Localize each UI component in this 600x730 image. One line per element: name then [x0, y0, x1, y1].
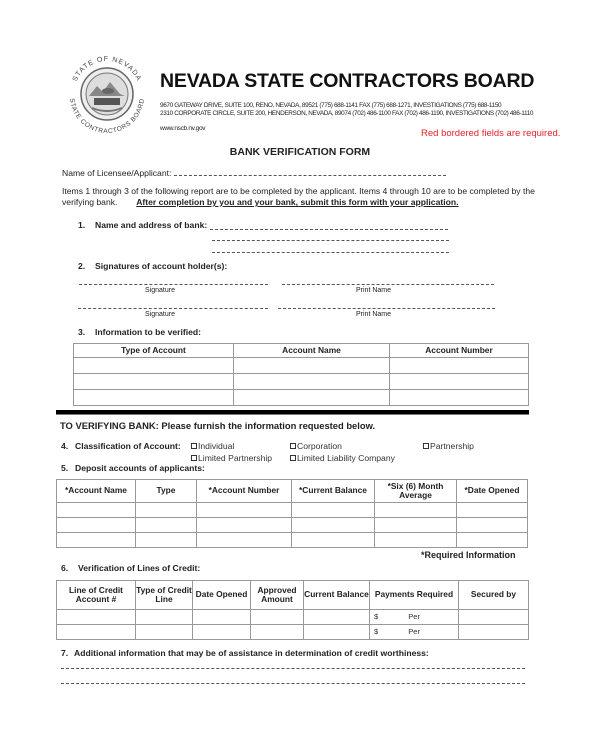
- section-6-label: Verification of Lines of Credit:: [78, 563, 201, 573]
- print-name-input-1[interactable]: [282, 284, 494, 285]
- nevada-state-seal-logo: [62, 46, 152, 142]
- account-number-cell[interactable]: [390, 390, 529, 406]
- current-balance-cell[interactable]: [292, 533, 375, 548]
- approved-amount-cell[interactable]: [251, 610, 304, 625]
- required-information-footnote: *Required Information: [421, 550, 516, 560]
- additional-info-input-1[interactable]: [61, 668, 525, 669]
- account-name-cell[interactable]: [234, 390, 390, 406]
- instructions-line-1: Items 1 through 3 of the following report are to be completed by the applicant. Items 4 through 10 are to be completed by the: [62, 186, 535, 196]
- date-opened-cell[interactable]: [193, 625, 251, 640]
- account-number-cell[interactable]: [390, 374, 529, 390]
- approved-amount-cell[interactable]: [251, 625, 304, 640]
- section-2-number: 2.: [78, 261, 86, 271]
- column-header: *Account Name: [57, 480, 136, 503]
- section-7-number: 7.: [61, 648, 69, 658]
- current-balance-cell[interactable]: [304, 610, 370, 625]
- six-month-average-cell[interactable]: [375, 503, 457, 518]
- column-header: Type of Credit Line: [136, 581, 193, 610]
- credit-line-type-cell[interactable]: [136, 625, 193, 640]
- account-name-cell[interactable]: [57, 503, 136, 518]
- checkbox-icon: [191, 443, 197, 449]
- current-balance-cell[interactable]: [292, 503, 375, 518]
- table-row: [74, 390, 529, 406]
- reno-office-address: 9670 GATEWAY DRIVE, SUITE 100, RENO, NEVADA, 89521 (775) 688-1141 FAX (775) 688-1271, INVESTIGATIONS (775) 688-1150: [160, 102, 502, 109]
- account-number-cell[interactable]: [197, 518, 292, 533]
- table-row: [57, 533, 528, 548]
- accounts-to-verify-table: [73, 343, 529, 406]
- date-opened-cell[interactable]: [193, 610, 251, 625]
- lines-of-credit-table: [56, 580, 529, 640]
- checkbox-individual[interactable]: Individual: [191, 441, 234, 451]
- section-6-number: 6.: [61, 563, 69, 573]
- secured-by-cell[interactable]: [459, 625, 529, 640]
- account-name-cell[interactable]: [234, 358, 390, 374]
- type-of-account-cell[interactable]: [74, 358, 234, 374]
- section-5-number: 5.: [61, 463, 69, 473]
- section-divider: [56, 410, 529, 415]
- print-name-caption-2: Print Name: [356, 311, 392, 318]
- checkbox-limited-liability-company[interactable]: Limited Liability Company: [290, 453, 395, 463]
- section-1-label: Name and address of bank:: [95, 220, 208, 230]
- current-balance-cell[interactable]: [292, 518, 375, 533]
- payments-required-cell[interactable]: $ Per: [370, 610, 459, 625]
- form-title: BANK VERIFICATION FORM: [229, 146, 371, 158]
- organization-title: NEVADA STATE CONTRACTORS BOARD: [160, 70, 535, 92]
- table-header-row: [57, 480, 528, 503]
- checkbox-partnership[interactable]: Partnership: [423, 441, 474, 451]
- account-name-cell[interactable]: [234, 374, 390, 390]
- bank-name-input[interactable]: [210, 229, 448, 230]
- type-cell[interactable]: [136, 503, 197, 518]
- section-3-label: Information to be verified:: [95, 327, 201, 337]
- type-of-account-cell[interactable]: [74, 374, 234, 390]
- additional-info-input-2[interactable]: [61, 683, 525, 684]
- checkbox-corporation[interactable]: Corporation: [290, 441, 342, 451]
- column-header: Type: [136, 480, 197, 503]
- type-cell[interactable]: [136, 518, 197, 533]
- print-name-caption-1: Print Name: [356, 287, 392, 294]
- svg-text:STATE OF NEVADA: STATE OF NEVADA: [71, 55, 143, 83]
- instructions-line-2: [62, 197, 459, 207]
- required-fields-note: Red bordered fields are required.: [421, 128, 561, 139]
- secured-by-cell[interactable]: [459, 610, 529, 625]
- table-row: [74, 358, 529, 374]
- six-month-average-cell[interactable]: [375, 518, 457, 533]
- print-name-input-2[interactable]: [278, 308, 495, 309]
- section-4-number: 4.: [61, 441, 69, 451]
- bank-address-input-2[interactable]: [212, 252, 449, 253]
- table-row: [57, 503, 528, 518]
- line-of-credit-account-cell[interactable]: [57, 610, 136, 625]
- column-header: *Account Number: [197, 480, 292, 503]
- account-name-cell[interactable]: [57, 518, 136, 533]
- table-header-row: [74, 344, 529, 358]
- account-name-cell[interactable]: [57, 533, 136, 548]
- credit-line-type-cell[interactable]: [136, 610, 193, 625]
- section-1-number: 1.: [78, 220, 86, 230]
- table-row: [57, 518, 528, 533]
- six-month-average-cell[interactable]: [375, 533, 457, 548]
- signature-caption-1: Signature: [145, 287, 175, 294]
- signature-caption-2: Signature: [145, 311, 175, 318]
- section-7-label: Additional information that may be of assistance in determination of credit worthiness:: [74, 648, 429, 658]
- instructions-submit-note: After completion by you and your bank, submit this form with your application.: [136, 197, 459, 207]
- type-of-account-cell[interactable]: [74, 390, 234, 406]
- column-header: Date Opened: [193, 581, 251, 610]
- section-5-label: Deposit accounts of applicants:: [75, 463, 205, 473]
- column-header: Type of Account: [74, 344, 234, 358]
- column-header: Payments Required: [370, 581, 459, 610]
- account-number-cell[interactable]: [390, 358, 529, 374]
- section-4-label: Classification of Account:: [75, 441, 181, 451]
- section-2-label: Signatures of account holder(s):: [95, 261, 228, 271]
- column-header: *Six (6) Month Average: [375, 480, 457, 503]
- table-row: [57, 610, 529, 625]
- checkbox-limited-partnership[interactable]: Limited Partnership: [191, 453, 272, 463]
- checkbox-icon: [290, 443, 296, 449]
- table-header-row: [57, 581, 529, 610]
- signature-input-1[interactable]: [79, 284, 268, 285]
- column-header: Line of Credit Account #: [57, 581, 136, 610]
- table-row: [57, 625, 529, 640]
- column-header: *Current Balance: [292, 480, 375, 503]
- licensee-input[interactable]: [174, 175, 446, 176]
- column-header: Current Balance: [304, 581, 370, 610]
- account-number-cell[interactable]: [197, 503, 292, 518]
- payments-required-cell[interactable]: $ Per: [370, 625, 459, 640]
- henderson-office-address: 2310 CORPORATE CIRCLE, SUITE 200, HENDERSON, NEVADA, 89074 (702) 486-1100 FAX (702) 486-1190, INVESTIGATIONS (702) 486-1110: [160, 110, 534, 117]
- table-row: [74, 374, 529, 390]
- column-header: Account Name: [234, 344, 390, 358]
- website-link[interactable]: www.nscb.nv.gov: [160, 125, 206, 132]
- date-opened-cell[interactable]: [457, 503, 528, 518]
- column-header: Secured by: [459, 581, 529, 610]
- line-of-credit-account-cell[interactable]: [57, 625, 136, 640]
- current-balance-cell[interactable]: [304, 625, 370, 640]
- bank-address-input-1[interactable]: [212, 240, 449, 241]
- licensee-row: [62, 168, 446, 178]
- checkbox-icon: [191, 455, 197, 461]
- account-number-cell[interactable]: [197, 533, 292, 548]
- svg-text:STATE CONTRACTORS BOARD: STATE CONTRACTORS BOARD: [68, 97, 146, 136]
- column-header: *Date Opened: [457, 480, 528, 503]
- date-opened-cell[interactable]: [457, 518, 528, 533]
- section-3-number: 3.: [78, 327, 86, 337]
- date-opened-cell[interactable]: [457, 533, 528, 548]
- licensee-label: Name of Licensee/Applicant:: [62, 168, 172, 178]
- type-cell[interactable]: [136, 533, 197, 548]
- deposit-accounts-table: [56, 479, 528, 548]
- instructions-continued: verifying bank.: [62, 197, 118, 207]
- verifying-bank-heading: TO VERIFYING BANK: Please furnish the information requested below.: [60, 420, 376, 431]
- column-header: Approved Amount: [251, 581, 304, 610]
- signature-input-2[interactable]: [78, 308, 268, 309]
- checkbox-icon: [290, 455, 296, 461]
- column-header: Account Number: [390, 344, 529, 358]
- checkbox-icon: [423, 443, 429, 449]
